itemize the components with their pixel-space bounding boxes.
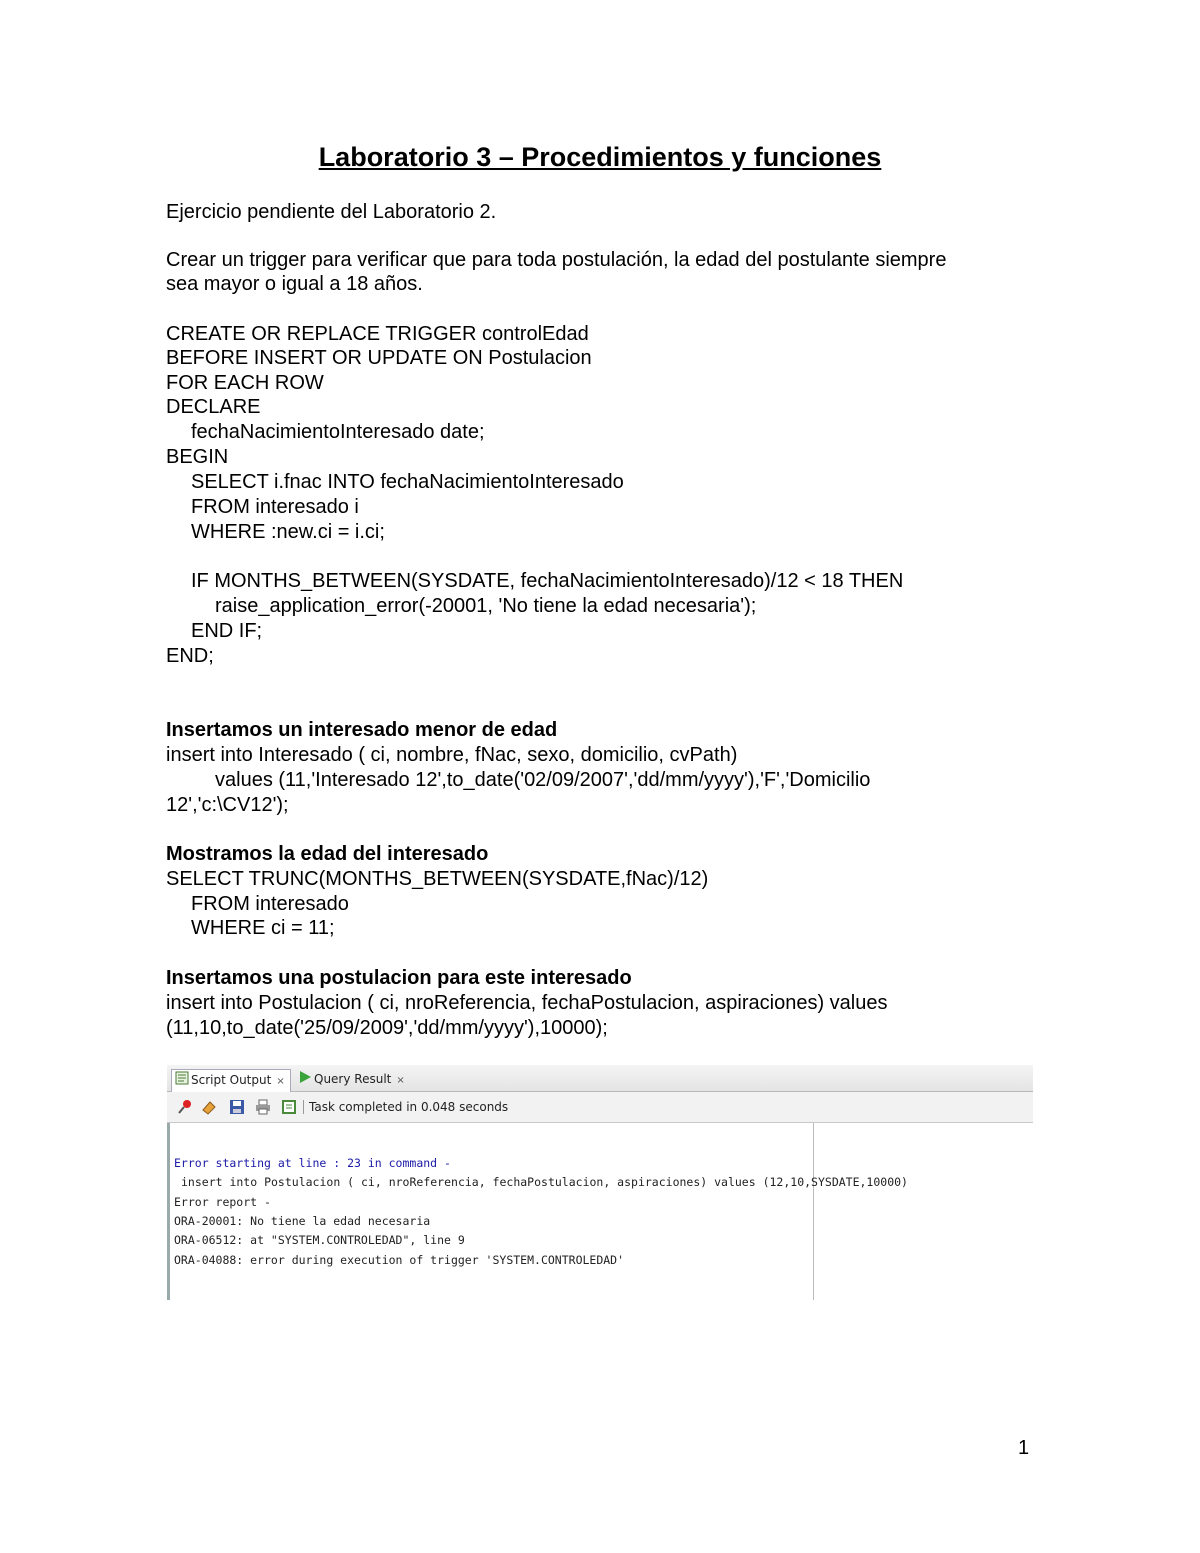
- code-line: FOR EACH ROW: [166, 372, 324, 394]
- code-line: BEGIN: [166, 446, 229, 468]
- code-line: 12','c:\CV12');: [166, 794, 289, 816]
- code-line: FROM interesado: [191, 893, 349, 915]
- play-icon: [298, 1070, 312, 1090]
- close-icon[interactable]: ×: [276, 1076, 285, 1087]
- output-line: insert into Postulacion ( ci, nroReferencia, fechaPostulacion, aspiraciones) values (12,10,SYSDATE,10000): [181, 1175, 908, 1189]
- toolbar-separator: [303, 1100, 304, 1114]
- output-line: ORA-04088: error during execution of trigger 'SYSTEM.CONTROLEDAD': [174, 1253, 625, 1267]
- code-line: CREATE OR REPLACE TRIGGER controlEdad: [166, 323, 589, 345]
- code-line: insert into Postulacion ( ci, nroReferencia, fechaPostulacion, aspiraciones) values: [166, 992, 888, 1014]
- code-line: WHERE ci = 11;: [191, 917, 335, 939]
- script-output-area[interactable]: [167, 1123, 1033, 1300]
- section-heading: Mostramos la edad del interesado: [166, 843, 489, 865]
- section-heading: Insertamos una postulacion para este interesado: [166, 967, 632, 989]
- tab-query-result[interactable]: [295, 1069, 415, 1091]
- export-icon[interactable]: [281, 1099, 297, 1115]
- eraser-icon[interactable]: [201, 1099, 217, 1115]
- code-line: END;: [166, 645, 214, 667]
- code-line: IF MONTHS_BETWEEN(SYSDATE, fechaNacimientoInteresado)/12 < 18 THEN: [191, 570, 904, 592]
- code-line: fechaNacimientoInteresado date;: [191, 421, 485, 443]
- save-icon[interactable]: [229, 1099, 245, 1115]
- sql-developer-screenshot: [167, 1060, 1033, 1300]
- task-text-line-2: sea mayor o igual a 18 años.: [166, 273, 423, 295]
- code-line: DECLARE: [166, 396, 261, 418]
- code-line: values (11,'Interesado 12',to_date('02/09/2007','dd/mm/yyyy'),'F','Domicilio: [215, 769, 871, 791]
- tab-script-output[interactable]: [171, 1069, 291, 1092]
- output-line: ORA-06512: at "SYSTEM.CONTROLEDAD", line 9: [174, 1233, 465, 1247]
- output-line: ORA-20001: No tiene la edad necesaria: [174, 1214, 431, 1228]
- code-line: SELECT i.fnac INTO fechaNacimientoInteresado: [191, 471, 624, 493]
- code-line: insert into Interesado ( ci, nombre, fNac, sexo, domicilio, cvPath): [166, 744, 738, 766]
- code-line: BEFORE INSERT OR UPDATE ON Postulacion: [166, 347, 592, 369]
- pin-icon[interactable]: [177, 1099, 193, 1115]
- section-heading: Insertamos un interesado menor de edad: [166, 719, 558, 741]
- status-text: Task completed in 0.048 seconds: [309, 1100, 509, 1114]
- tab-label: Script Output: [191, 1073, 272, 1087]
- output-toolbar: [167, 1092, 1033, 1123]
- tab-label: Query Result: [314, 1072, 392, 1086]
- intro-text: Ejercicio pendiente del Laboratorio 2.: [166, 201, 497, 223]
- output-tab-bar: [167, 1065, 1033, 1092]
- print-icon[interactable]: [255, 1099, 271, 1115]
- task-text-line-1: Crear un trigger para verificar que para toda postulación, la edad del postulante siempre: [166, 249, 947, 271]
- code-line: FROM interesado i: [191, 496, 359, 518]
- page-number: 1: [1018, 1437, 1030, 1459]
- output-line: Error starting at line : 23 in command -: [174, 1156, 451, 1170]
- code-line: raise_application_error(-20001, 'No tiene la edad necesaria');: [215, 595, 757, 617]
- output-line: Error report -: [174, 1195, 271, 1209]
- left-border: [167, 1123, 170, 1300]
- page-title: Laboratorio 3 – Procedimientos y funciones: [318, 142, 882, 172]
- code-line: WHERE :new.ci = i.ci;: [191, 521, 385, 543]
- close-icon[interactable]: ×: [396, 1075, 405, 1086]
- script-output-icon: [175, 1071, 189, 1091]
- code-line: SELECT TRUNC(MONTHS_BETWEEN(SYSDATE,fNac)/12): [166, 868, 709, 890]
- code-line: (11,10,to_date('25/09/2009','dd/mm/yyyy'),10000);: [166, 1017, 608, 1039]
- code-line: END IF;: [191, 620, 263, 642]
- margin-line: [813, 1123, 814, 1300]
